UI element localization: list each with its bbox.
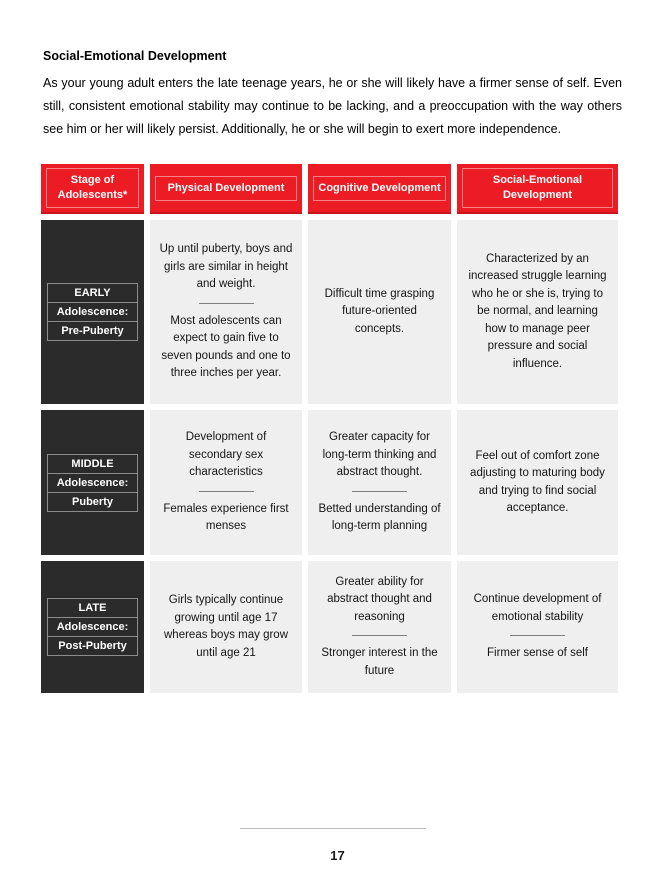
page-number: 17 bbox=[330, 848, 345, 863]
column-header-cognitive bbox=[308, 164, 451, 214]
column-header-physical bbox=[150, 164, 302, 214]
column-header-label: Social-Emotional Development bbox=[462, 168, 613, 208]
cell-early-social bbox=[457, 220, 618, 404]
cell-middle-cognitive bbox=[308, 410, 451, 555]
stage-cell-early bbox=[41, 220, 144, 404]
cell-middle-physical bbox=[150, 410, 302, 555]
cell-paragraph: Females experience first menses bbox=[163, 502, 289, 533]
column-header-stage bbox=[41, 164, 144, 214]
footer-divider-line bbox=[240, 828, 426, 829]
paragraph-divider bbox=[352, 635, 407, 636]
cell-paragraph: Betted understanding of long-term planning bbox=[318, 502, 441, 533]
stage-label-line: EARLY bbox=[48, 284, 137, 303]
stage-cell-late bbox=[41, 561, 144, 693]
stage-label-line: Adolescence: bbox=[48, 618, 137, 637]
paragraph-divider bbox=[510, 635, 565, 636]
paragraph-divider bbox=[352, 491, 407, 492]
cell-middle-social bbox=[457, 410, 618, 555]
cell-early-physical bbox=[150, 220, 302, 404]
column-header-label: Physical Development bbox=[155, 176, 297, 201]
stage-label-line: MIDDLE bbox=[48, 455, 137, 474]
cell-paragraph: Up until puberty, boys and girls are similar in height and weight. bbox=[159, 243, 293, 291]
cell-paragraph: Greater capacity for long-term thinking and abstract thought. bbox=[322, 431, 437, 479]
stage-label-box bbox=[47, 454, 138, 512]
stage-label-box bbox=[47, 283, 138, 341]
development-stages-table bbox=[41, 164, 618, 693]
stage-label-line: Pre-Puberty bbox=[61, 325, 124, 337]
stage-label-line: Post-Puberty bbox=[58, 640, 127, 652]
cell-paragraph: Development of secondary sex characteristics bbox=[185, 431, 267, 479]
cell-paragraph: Greater ability for abstract thought and reasoning bbox=[327, 575, 432, 623]
paragraph-divider bbox=[199, 303, 254, 304]
cell-paragraph: Difficult time grasping future-oriented concepts. bbox=[324, 287, 435, 335]
column-header-social bbox=[457, 164, 618, 214]
cell-late-social bbox=[457, 561, 618, 693]
cell-paragraph: Girls typically continue growing until age 17 whereas boys may grow until age 21 bbox=[164, 594, 288, 659]
cell-paragraph: Continue development of emotional stability bbox=[473, 593, 602, 623]
column-header-label: Stage of Adolescents* bbox=[46, 168, 139, 208]
stage-label-line: LATE bbox=[48, 599, 137, 618]
body-paragraph: As your young adult enters the late teenage years, he or she will likely have a firmer sense of self. Even still, consistent emotional stability may continue to be lacking, and a preoccupation with the way others see him or her will likely persist. Additionally, he or she will begin to exert more independence. bbox=[43, 76, 622, 136]
stage-label-line: Puberty bbox=[72, 495, 113, 508]
column-header-label: Cognitive Development bbox=[313, 176, 446, 201]
stage-label-line: Adolescence: bbox=[48, 474, 137, 493]
cell-paragraph: Most adolescents can expect to gain five to seven pounds and one to three inches per year. bbox=[161, 314, 291, 380]
stage-cell-middle bbox=[41, 410, 144, 555]
stage-label-line: Adolescence: bbox=[48, 303, 137, 322]
cell-paragraph: Firmer sense of self bbox=[487, 647, 588, 660]
cell-late-physical bbox=[150, 561, 302, 693]
stage-label-box bbox=[47, 598, 138, 656]
cell-paragraph: Feel out of comfort zone adjusting to maturing body and trying to find social acceptance. bbox=[470, 449, 605, 514]
cell-paragraph: Stronger interest in the future bbox=[321, 647, 438, 677]
section-heading: Social-Emotional Development bbox=[43, 49, 227, 63]
cell-early-cognitive bbox=[308, 220, 451, 404]
paragraph-divider bbox=[199, 491, 254, 492]
cell-paragraph: Characterized by an increased struggle learning who he or she is, trying to be normal, and learning how to manage peer pressure and social influence. bbox=[468, 252, 607, 370]
cell-late-cognitive bbox=[308, 561, 451, 693]
